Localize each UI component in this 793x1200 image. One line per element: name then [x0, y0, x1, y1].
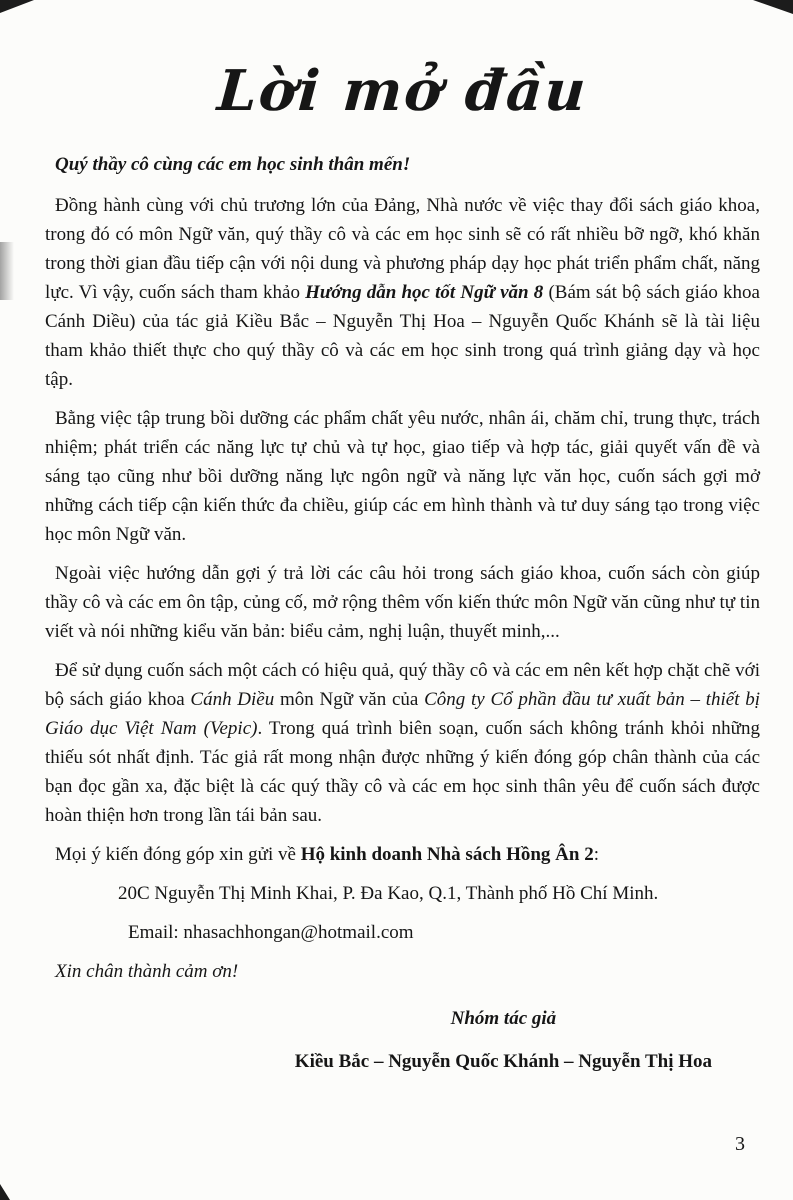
scan-artifact-bottom-left	[0, 1184, 10, 1200]
email-line: Email: nhasachhongan@hotmail.com	[128, 922, 414, 943]
signoff-block	[295, 1004, 712, 1076]
page-number: 3	[735, 1133, 745, 1155]
body-paragraph-4: Để sử dụng cuốn sách một cách có hiệu quả, quý thầy cô và các em nên kết hợp chặt chẽ với bộ sách giáo khoa Cánh Diều môn Ngữ văn của Công ty Cổ phần đầu tư xuất bản – thiết bị Giáo dục Việt Nam (Vepic). Trong quá trình biên soạn, cuốn sách không tránh khỏi những thiếu sót nhất định. Tác giả rất mong nhận được những ý kiến đóng góp chân thành của các bạn đọc gần xa, đặc biệt là các quý thầy cô và các em học sinh thân yêu để cuốn sách được hoàn thiện hơn trong lần tái bản sau.	[45, 660, 760, 826]
body-paragraph-3: Ngoài việc hướng dẫn gợi ý trả lời các câu hỏi trong sách giáo khoa, cuốn sách còn giúp thầy cô và các em ôn tập, củng cố, mở rộng thêm vốn kiến thức môn Ngữ văn cũng như tự tin viết và nói những kiểu văn bản: biểu cảm, nghị luận, thuyết minh,...	[45, 563, 760, 642]
page-title: Lời mở đầu	[215, 58, 590, 124]
body-paragraph-1: Đồng hành cùng với chủ trương lớn của Đảng, Nhà nước về việc thay đổi sách giáo khoa, trong đó có môn Ngữ văn, quý thầy cô và các em học sinh sẽ có rất nhiều bỡ ngỡ, khó khăn trong thời gian đầu tiếp cận với nội dung và phương pháp dạy học phát triển phẩm chất, năng lực. Vì vậy, cuốn sách tham khảo Hướng dẫn học tốt Ngữ văn 8 (Bám sát bộ sách giáo khoa Cánh Diều) của tác giả Kiều Bắc – Nguyễn Thị Hoa – Nguyễn Quốc Khánh sẽ là tài liệu tham khảo thiết thực cho quý thầy cô và các em học sinh trong quá trình giảng dạy và học tập.	[45, 195, 760, 390]
authors-line: Kiều Bắc – Nguyễn Quốc Khánh – Nguyễn Thị Hoa	[294, 1051, 712, 1072]
greeting-line: Quý thầy cô cùng các em học sinh thân mến!	[55, 154, 411, 175]
author-group-label: Nhóm tác giả	[450, 1008, 557, 1029]
contact-line: Mọi ý kiến đóng góp xin gửi về Hộ kinh doanh Nhà sách Hồng Ân 2:	[55, 844, 599, 865]
address-line: 20C Nguyễn Thị Minh Khai, P. Đa Kao, Q.1, Thành phố Hồ Chí Minh.	[118, 883, 659, 904]
body-paragraph-2: Bằng việc tập trung bồi dưỡng các phẩm chất yêu nước, nhân ái, chăm chỉ, trung thực, trách nhiệm; phát triển các năng lực tự chủ và tự học, giao tiếp và hợp tác, giải quyết vấn đề và sáng tạo cũng như bồi dưỡng năng lực ngôn ngữ và năng lực văn học, cuốn sách gợi mở những cách tiếp cận kiến thức đa chiều, giúp các em hình thành và tư duy sáng tạo trong việc học môn Ngữ văn.	[45, 408, 760, 545]
thanks-line: Xin chân thành cảm ơn!	[55, 961, 239, 982]
